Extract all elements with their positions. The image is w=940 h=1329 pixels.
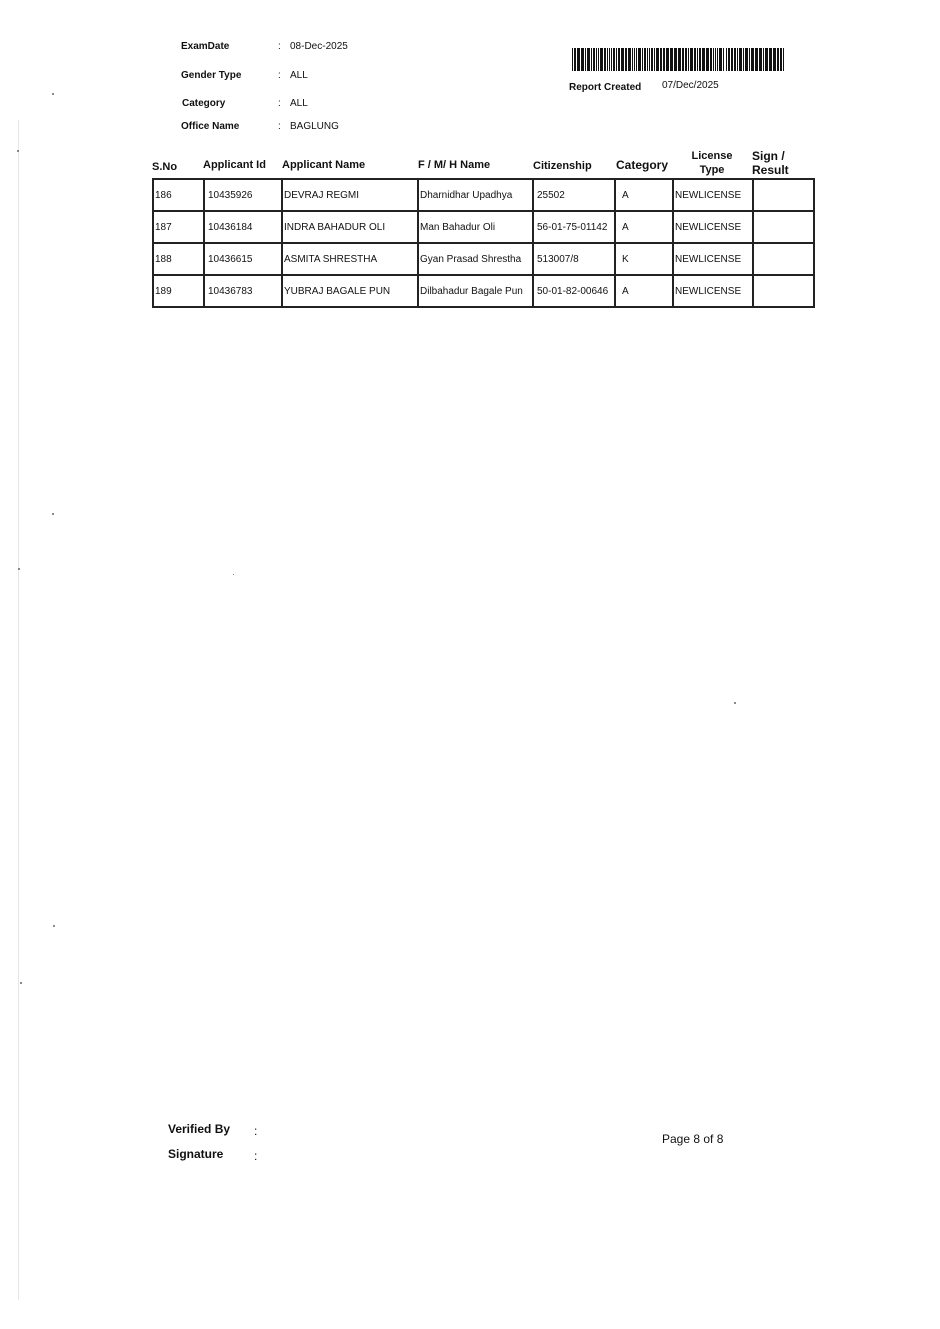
- verified-by-colon: :: [254, 1124, 258, 1138]
- applicant-table: [152, 178, 815, 308]
- cell-citizenship: 25502: [533, 179, 615, 211]
- verified-by-label: Verified By: [168, 1122, 231, 1136]
- cell-sno: 187: [153, 211, 204, 243]
- col-header-license-type-line2: Type: [699, 164, 725, 176]
- cell-fmh-name: Dharnidhar Upadhya: [418, 179, 533, 211]
- barcode-bar: [783, 48, 784, 71]
- cell-applicant-name: DEVRAJ REGMI: [282, 179, 418, 211]
- cell-citizenship: 513007/8: [533, 243, 615, 275]
- table-row: [153, 275, 814, 307]
- cell-sign-result[interactable]: [753, 243, 814, 275]
- meta-value: ALL: [290, 98, 308, 109]
- cell-sign-result[interactable]: [753, 179, 814, 211]
- table-row: [153, 243, 814, 275]
- cell-citizenship: 56-01-75-01142: [533, 211, 615, 243]
- page-indicator: Page 8 of 8: [662, 1132, 724, 1146]
- scan-speck: [52, 513, 54, 515]
- cell-citizenship: 50-01-82-00646: [533, 275, 615, 307]
- scan-speck: [53, 925, 55, 927]
- cell-category: K: [615, 243, 673, 275]
- cell-fmh-name: Dilbahadur Bagale Pun: [418, 275, 533, 307]
- cell-applicant-name: ASMITA SHRESTHA: [282, 243, 418, 275]
- meta-colon: :: [278, 121, 281, 132]
- barcode: [572, 48, 784, 71]
- cell-applicant-id: 10436615: [204, 243, 282, 275]
- col-header-citizenship: Citizenship: [533, 160, 592, 172]
- cell-category: A: [615, 179, 673, 211]
- cell-license-type: NEWLICENSE: [673, 275, 753, 307]
- meta-colon: :: [278, 98, 281, 109]
- col-header-sign-result: [752, 149, 789, 177]
- col-header-sno: S.No: [152, 161, 178, 173]
- meta-label: Office Name: [181, 121, 240, 132]
- cell-applicant-name: YUBRAJ BAGALE PUN: [282, 275, 418, 307]
- meta-label: Category: [182, 98, 226, 109]
- scan-edge: [18, 120, 19, 1300]
- cell-sno: 189: [153, 275, 204, 307]
- col-header-applicant-name: Applicant Name: [282, 159, 366, 171]
- cell-sno: 186: [153, 179, 204, 211]
- col-header-license-type-line1: License: [691, 150, 733, 162]
- col-header-applicant-id: Applicant Id: [203, 159, 266, 171]
- meta-label: ExamDate: [181, 41, 230, 52]
- table-row: [153, 179, 814, 211]
- meta-value: BAGLUNG: [290, 121, 339, 132]
- scan-speck: [734, 702, 736, 704]
- meta-colon: :: [278, 41, 281, 52]
- scan-speck: [233, 574, 234, 575]
- cell-fmh-name: Man Bahadur Oli: [418, 211, 533, 243]
- cell-applicant-name: INDRA BAHADUR OLI: [282, 211, 418, 243]
- col-header-sign-result-line1: Sign /: [752, 149, 785, 163]
- cell-sign-result[interactable]: [753, 211, 814, 243]
- cell-applicant-id: 10435926: [204, 179, 282, 211]
- scan-speck: [52, 93, 54, 95]
- table-row: [153, 211, 814, 243]
- meta-colon: :: [278, 70, 281, 81]
- cell-license-type: NEWLICENSE: [673, 211, 753, 243]
- meta-label: Gender Type: [181, 70, 242, 81]
- col-header-fmh-name: F / M/ H Name: [418, 159, 491, 171]
- scan-speck: [20, 982, 22, 984]
- cell-license-type: NEWLICENSE: [673, 243, 753, 275]
- cell-applicant-id: 10436783: [204, 275, 282, 307]
- cell-category: A: [615, 211, 673, 243]
- cell-category: A: [615, 275, 673, 307]
- cell-fmh-name: Gyan Prasad Shrestha: [418, 243, 533, 275]
- signature-colon: :: [254, 1149, 258, 1163]
- meta-value: 08-Dec-2025: [290, 41, 348, 52]
- cell-sno: 188: [153, 243, 204, 275]
- report-created-label: Report Created: [569, 82, 642, 93]
- col-header-category: Category: [616, 158, 669, 172]
- col-header-sign-result-line2: Result: [752, 163, 789, 177]
- report-created-value: 07/Dec/2025: [662, 80, 719, 91]
- meta-value: ALL: [290, 70, 308, 81]
- cell-license-type: NEWLICENSE: [673, 179, 753, 211]
- scan-speck: [17, 150, 19, 152]
- signature-label: Signature: [168, 1147, 224, 1161]
- cell-sign-result[interactable]: [753, 275, 814, 307]
- cell-applicant-id: 10436184: [204, 211, 282, 243]
- col-header-license-type: [684, 149, 740, 177]
- scan-speck: [18, 568, 20, 570]
